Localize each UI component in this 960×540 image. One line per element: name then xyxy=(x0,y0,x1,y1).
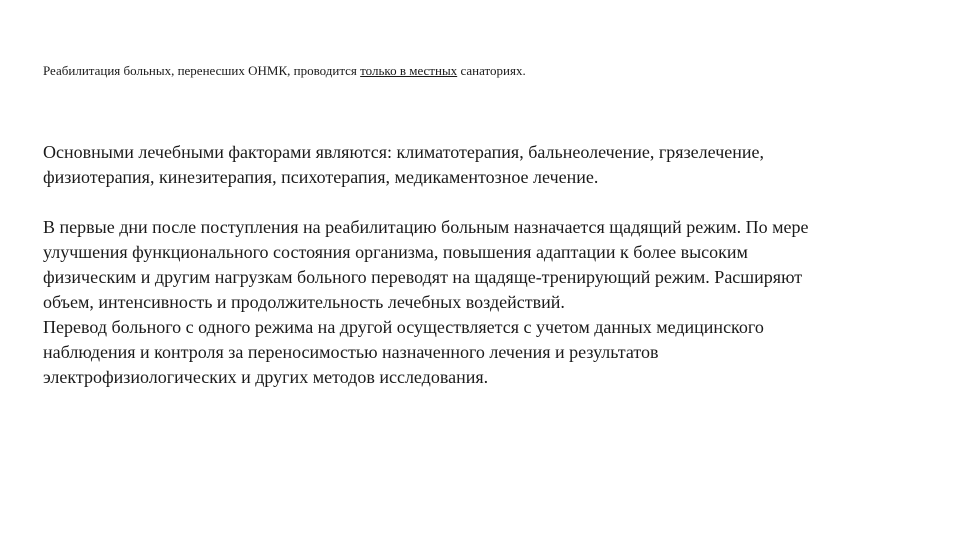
paragraph-line: наблюдения и контроля за переносимостью назначенного лечения и результатов xyxy=(43,342,659,362)
header-text-part2: санаториях. xyxy=(457,63,526,78)
paragraph-transfer xyxy=(43,315,923,390)
paragraph-line: физиотерапия, кинезитерапия, психотерапия, медикаментозное лечение. xyxy=(43,167,599,187)
paragraph-line: В первые дни после поступления на реабилитацию больным назначается щадящий режим. По мере xyxy=(43,217,809,237)
paragraph-spacer xyxy=(43,190,923,215)
paragraph-regimen xyxy=(43,215,923,315)
header-text xyxy=(43,62,923,80)
paragraph-line: объем, интенсивность и продолжительность лечебных воздействий. xyxy=(43,292,565,312)
header-text-part1: Реабилитация больных, перенесших ОНМК, проводится xyxy=(43,63,361,78)
paragraph-line: Основными лечебными факторами являются: климатотерапия, бальнеолечение, грязелечение, xyxy=(43,142,764,162)
paragraph-line: улучшения функционального состояния организма, повышения адаптации к более высоким xyxy=(43,242,748,262)
paragraph-line: физическим и другим нагрузкам больного переводят на щадяще-тренирующий режим. Расширяют xyxy=(43,267,803,287)
header-text-underlined: только в местных xyxy=(360,63,458,78)
paragraph-factors xyxy=(43,140,923,190)
paragraph-line: Перевод больного с одного режима на другой осуществляется с учетом данных медицинского xyxy=(43,317,764,337)
paragraph-line: электрофизиологических и других методов исследования. xyxy=(43,367,489,387)
body-text xyxy=(43,140,923,390)
